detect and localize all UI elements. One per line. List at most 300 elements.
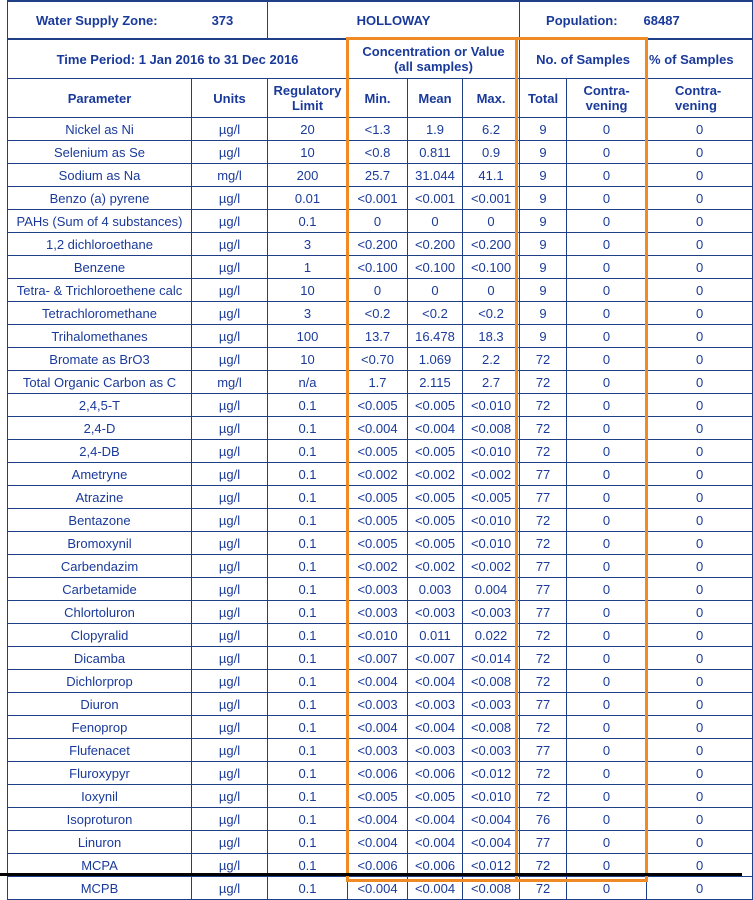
cell-total: 76 (520, 808, 567, 831)
cell-total: 9 (520, 233, 567, 256)
cell-contra: 0 (567, 463, 647, 486)
cell-mean: <0.002 (408, 463, 463, 486)
cell-max: <0.003 (463, 739, 520, 762)
cell-mean: <0.002 (408, 555, 463, 578)
cell-max: <0.012 (463, 762, 520, 785)
cell-min: <0.006 (348, 762, 408, 785)
cell-mean: <0.006 (408, 762, 463, 785)
cell-total: 72 (520, 509, 567, 532)
cell-max: 0 (463, 210, 520, 233)
cell-limit: 0.1 (268, 440, 348, 463)
cell-contra: 0 (567, 348, 647, 371)
cell-max: <0.010 (463, 785, 520, 808)
cell-pct: 0 (647, 256, 753, 279)
cell-units: µg/l (192, 785, 268, 808)
cell-parameter: Bentazone (8, 509, 192, 532)
cell-limit: 0.1 (268, 394, 348, 417)
cell-parameter: Fluroxypyr (8, 762, 192, 785)
cell-limit: 200 (268, 164, 348, 187)
cell-units: mg/l (192, 164, 268, 187)
cell-limit: 0.1 (268, 532, 348, 555)
table-row (8, 141, 753, 164)
zone-name: HOLLOWAY (268, 1, 520, 39)
cell-max: <0.002 (463, 463, 520, 486)
table-row (8, 164, 753, 187)
cell-parameter: Sodium as Na (8, 164, 192, 187)
cell-parameter: MCPB (8, 877, 192, 900)
cell-contra: 0 (567, 302, 647, 325)
cell-max: <0.005 (463, 486, 520, 509)
cell-max: <0.008 (463, 670, 520, 693)
cell-limit: 0.01 (268, 187, 348, 210)
cell-pct: 0 (647, 555, 753, 578)
cell-mean: <0.003 (408, 693, 463, 716)
cell-mean: <0.005 (408, 785, 463, 808)
cell-total: 9 (520, 279, 567, 302)
cell-total: 9 (520, 210, 567, 233)
cell-mean: 16.478 (408, 325, 463, 348)
cell-contra: 0 (567, 785, 647, 808)
cell-pct: 0 (647, 509, 753, 532)
cell-parameter: Linuron (8, 831, 192, 854)
cell-units: µg/l (192, 739, 268, 762)
cell-max: 18.3 (463, 325, 520, 348)
cell-units: µg/l (192, 762, 268, 785)
cell-total: 77 (520, 555, 567, 578)
cell-contra: 0 (567, 417, 647, 440)
cell-parameter: Total Organic Carbon as C (8, 371, 192, 394)
cell-mean: 1.9 (408, 118, 463, 141)
cell-parameter: Bromoxynil (8, 532, 192, 555)
cell-pct: 0 (647, 670, 753, 693)
cell-parameter: Dicamba (8, 647, 192, 670)
cell-max: 6.2 (463, 118, 520, 141)
col-parameter: Parameter (8, 79, 192, 118)
cell-units: µg/l (192, 187, 268, 210)
cell-mean: 2.115 (408, 371, 463, 394)
cell-units: µg/l (192, 808, 268, 831)
table-row (8, 716, 753, 739)
cell-units: µg/l (192, 716, 268, 739)
cell-pct: 0 (647, 233, 753, 256)
cell-units: mg/l (192, 371, 268, 394)
cell-units: µg/l (192, 624, 268, 647)
cell-parameter: 2,4-DB (8, 440, 192, 463)
cell-pct: 0 (647, 716, 753, 739)
cell-units: µg/l (192, 233, 268, 256)
col-contravening: Contra-vening (567, 79, 647, 118)
table-row (8, 417, 753, 440)
population-value: 68487 (643, 12, 680, 28)
cell-limit: 0.1 (268, 877, 348, 900)
cell-units: µg/l (192, 463, 268, 486)
cell-max: <0.008 (463, 877, 520, 900)
cell-min: <0.001 (348, 187, 408, 210)
cell-pct: 0 (647, 325, 753, 348)
cell-min: <0.005 (348, 486, 408, 509)
cell-units: µg/l (192, 141, 268, 164)
cell-total: 77 (520, 463, 567, 486)
cell-total: 9 (520, 302, 567, 325)
cell-contra: 0 (567, 693, 647, 716)
cell-mean: <0.005 (408, 486, 463, 509)
cell-mean: <0.005 (408, 394, 463, 417)
cell-limit: 20 (268, 118, 348, 141)
cell-mean: 0 (408, 279, 463, 302)
table-row (8, 302, 753, 325)
cell-contra: 0 (567, 808, 647, 831)
cell-max: 2.2 (463, 348, 520, 371)
zone-header-row (8, 1, 753, 39)
cell-min: 0 (348, 210, 408, 233)
cell-pct: 0 (647, 785, 753, 808)
percent-title: % of Samples (647, 39, 753, 79)
zone-number: 373 (211, 12, 234, 28)
cell-min: <0.005 (348, 509, 408, 532)
table-row (8, 601, 753, 624)
cell-total: 9 (520, 141, 567, 164)
cell-min: 1.7 (348, 371, 408, 394)
cell-min: <0.005 (348, 785, 408, 808)
cell-mean: <0.004 (408, 831, 463, 854)
cell-pct: 0 (647, 210, 753, 233)
time-period: Time Period: 1 Jan 2016 to 31 Dec 2016 (8, 39, 348, 79)
cell-max: <0.008 (463, 417, 520, 440)
cell-limit: 0.1 (268, 716, 348, 739)
cell-parameter: Carbendazim (8, 555, 192, 578)
cell-limit: 0.1 (268, 578, 348, 601)
cell-units: µg/l (192, 118, 268, 141)
cell-total: 77 (520, 578, 567, 601)
table-row (8, 210, 753, 233)
cell-total: 72 (520, 417, 567, 440)
cell-min: <0.005 (348, 532, 408, 555)
concentration-title: Concentration or Value (all samples) (348, 39, 520, 79)
table-row (8, 348, 753, 371)
table-row (8, 693, 753, 716)
table-row (8, 233, 753, 256)
cell-total: 77 (520, 486, 567, 509)
cell-units: µg/l (192, 555, 268, 578)
cell-mean: <0.2 (408, 302, 463, 325)
cell-mean: <0.005 (408, 440, 463, 463)
col-max: Max. (463, 79, 520, 118)
cell-max: 0 (463, 279, 520, 302)
cell-parameter: PAHs (Sum of 4 substances) (8, 210, 192, 233)
cell-contra: 0 (567, 141, 647, 164)
cell-units: µg/l (192, 578, 268, 601)
cell-parameter: Nickel as Ni (8, 118, 192, 141)
col-regulatory-limit: Regulatory Limit (268, 79, 348, 118)
cell-parameter: Benzo (a) pyrene (8, 187, 192, 210)
bottom-edge-bar (0, 873, 742, 876)
cell-units: µg/l (192, 509, 268, 532)
cell-pct: 0 (647, 808, 753, 831)
cell-parameter: Clopyralid (8, 624, 192, 647)
cell-units: µg/l (192, 601, 268, 624)
cell-total: 72 (520, 624, 567, 647)
cell-contra: 0 (567, 279, 647, 302)
zone-label: Water Supply Zone: (36, 12, 158, 28)
cell-max: <0.002 (463, 555, 520, 578)
cell-parameter: Flufenacet (8, 739, 192, 762)
cell-mean: <0.003 (408, 739, 463, 762)
cell-units: µg/l (192, 210, 268, 233)
cell-contra: 0 (567, 164, 647, 187)
cell-total: 72 (520, 670, 567, 693)
cell-max: 0.9 (463, 141, 520, 164)
table-row (8, 187, 753, 210)
cell-total: 77 (520, 601, 567, 624)
cell-units: µg/l (192, 854, 268, 877)
cell-parameter: Chlortoluron (8, 601, 192, 624)
table-row (8, 578, 753, 601)
cell-pct: 0 (647, 371, 753, 394)
cell-max: <0.010 (463, 440, 520, 463)
cell-min: <0.003 (348, 578, 408, 601)
cell-parameter: Diuron (8, 693, 192, 716)
cell-contra: 0 (567, 440, 647, 463)
cell-min: <0.004 (348, 808, 408, 831)
cell-min: <0.70 (348, 348, 408, 371)
cell-pct: 0 (647, 187, 753, 210)
cell-total: 72 (520, 348, 567, 371)
cell-pct: 0 (647, 486, 753, 509)
water-quality-table (7, 0, 753, 900)
cell-mean: <0.004 (408, 877, 463, 900)
cell-pct: 0 (647, 647, 753, 670)
table-row (8, 279, 753, 302)
cell-contra: 0 (567, 831, 647, 854)
cell-contra: 0 (567, 256, 647, 279)
cell-total: 77 (520, 831, 567, 854)
cell-contra: 0 (567, 532, 647, 555)
cell-total: 9 (520, 325, 567, 348)
col-units: Units (192, 79, 268, 118)
col-pct-contravening: Contra-vening (647, 79, 753, 118)
cell-parameter: Bromate as BrO3 (8, 348, 192, 371)
cell-total: 72 (520, 394, 567, 417)
cell-contra: 0 (567, 233, 647, 256)
cell-parameter: MCPA (8, 854, 192, 877)
cell-mean: 0.811 (408, 141, 463, 164)
col-mean: Mean (408, 79, 463, 118)
cell-pct: 0 (647, 279, 753, 302)
cell-units: µg/l (192, 279, 268, 302)
cell-parameter: Atrazine (8, 486, 192, 509)
cell-min: <0.003 (348, 693, 408, 716)
cell-units: µg/l (192, 302, 268, 325)
cell-contra: 0 (567, 371, 647, 394)
table-row (8, 785, 753, 808)
table-row (8, 371, 753, 394)
cell-limit: 0.1 (268, 831, 348, 854)
cell-mean: <0.003 (408, 601, 463, 624)
cell-mean: <0.100 (408, 256, 463, 279)
cell-limit: 10 (268, 348, 348, 371)
cell-max: <0.004 (463, 831, 520, 854)
cell-total: 72 (520, 785, 567, 808)
population-label: Population: (546, 12, 618, 28)
cell-limit: 0.1 (268, 417, 348, 440)
cell-pct: 0 (647, 854, 753, 877)
cell-limit: 0.1 (268, 486, 348, 509)
table-row (8, 440, 753, 463)
cell-max: 41.1 (463, 164, 520, 187)
column-header-row (8, 79, 753, 118)
cell-pct: 0 (647, 578, 753, 601)
table-row (8, 877, 753, 900)
cell-min: <0.2 (348, 302, 408, 325)
cell-total: 72 (520, 762, 567, 785)
cell-max: <0.010 (463, 509, 520, 532)
cell-units: µg/l (192, 348, 268, 371)
cell-max: <0.2 (463, 302, 520, 325)
cell-limit: n/a (268, 371, 348, 394)
cell-pct: 0 (647, 624, 753, 647)
cell-pct: 0 (647, 118, 753, 141)
cell-total: 72 (520, 854, 567, 877)
cell-pct: 0 (647, 417, 753, 440)
table-row (8, 670, 753, 693)
table-row (8, 532, 753, 555)
cell-pct: 0 (647, 693, 753, 716)
cell-min: <0.006 (348, 854, 408, 877)
cell-limit: 0.1 (268, 785, 348, 808)
cell-max: <0.008 (463, 716, 520, 739)
cell-total: 72 (520, 716, 567, 739)
cell-pct: 0 (647, 739, 753, 762)
table-row (8, 394, 753, 417)
cell-pct: 0 (647, 348, 753, 371)
cell-mean: <0.001 (408, 187, 463, 210)
cell-mean: <0.005 (408, 509, 463, 532)
cell-limit: 0.1 (268, 762, 348, 785)
cell-limit: 0.1 (268, 555, 348, 578)
cell-contra: 0 (567, 578, 647, 601)
cell-min: <0.004 (348, 877, 408, 900)
cell-parameter: Fenoprop (8, 716, 192, 739)
cell-min: <0.004 (348, 670, 408, 693)
cell-mean: 0.003 (408, 578, 463, 601)
cell-parameter: Tetra- & Trichloroethene calc (8, 279, 192, 302)
cell-mean: <0.004 (408, 670, 463, 693)
cell-units: µg/l (192, 486, 268, 509)
cell-min: <0.8 (348, 141, 408, 164)
cell-parameter: Trihalomethanes (8, 325, 192, 348)
table-row (8, 463, 753, 486)
cell-mean: <0.004 (408, 417, 463, 440)
cell-mean: 0 (408, 210, 463, 233)
cell-min: <0.010 (348, 624, 408, 647)
cell-min: <0.004 (348, 716, 408, 739)
cell-parameter: 2,4,5-T (8, 394, 192, 417)
cell-total: 72 (520, 647, 567, 670)
table-row (8, 647, 753, 670)
table-row (8, 325, 753, 348)
cell-mean: <0.006 (408, 854, 463, 877)
cell-max: <0.001 (463, 187, 520, 210)
cell-max: 0.004 (463, 578, 520, 601)
cell-min: <0.003 (348, 601, 408, 624)
cell-parameter: Benzene (8, 256, 192, 279)
cell-min: 25.7 (348, 164, 408, 187)
cell-contra: 0 (567, 486, 647, 509)
cell-mean: <0.200 (408, 233, 463, 256)
cell-total: 72 (520, 371, 567, 394)
cell-pct: 0 (647, 877, 753, 900)
cell-contra: 0 (567, 555, 647, 578)
cell-mean: <0.004 (408, 716, 463, 739)
cell-mean: 1.069 (408, 348, 463, 371)
cell-units: µg/l (192, 831, 268, 854)
cell-max: <0.014 (463, 647, 520, 670)
cell-contra: 0 (567, 509, 647, 532)
cell-min: 13.7 (348, 325, 408, 348)
cell-parameter: Selenium as Se (8, 141, 192, 164)
table-row (8, 118, 753, 141)
cell-limit: 0.1 (268, 210, 348, 233)
cell-units: µg/l (192, 877, 268, 900)
cell-units: µg/l (192, 256, 268, 279)
col-total: Total (520, 79, 567, 118)
cell-max: <0.010 (463, 532, 520, 555)
cell-limit: 10 (268, 279, 348, 302)
cell-min: <0.100 (348, 256, 408, 279)
table-row (8, 509, 753, 532)
cell-contra: 0 (567, 394, 647, 417)
cell-contra: 0 (567, 325, 647, 348)
water-quality-sheet (7, 0, 742, 896)
cell-contra: 0 (567, 739, 647, 762)
cell-parameter: Ametryne (8, 463, 192, 486)
cell-units: µg/l (192, 394, 268, 417)
cell-total: 9 (520, 187, 567, 210)
cell-total: 72 (520, 877, 567, 900)
cell-max: <0.012 (463, 854, 520, 877)
cell-mean: 0.011 (408, 624, 463, 647)
cell-units: µg/l (192, 417, 268, 440)
cell-contra: 0 (567, 647, 647, 670)
cell-pct: 0 (647, 532, 753, 555)
cell-max: <0.004 (463, 808, 520, 831)
cell-limit: 0.1 (268, 693, 348, 716)
cell-min: <0.004 (348, 417, 408, 440)
col-min: Min. (348, 79, 408, 118)
cell-mean: 31.044 (408, 164, 463, 187)
cell-contra: 0 (567, 854, 647, 877)
cell-min: <0.007 (348, 647, 408, 670)
cell-pct: 0 (647, 302, 753, 325)
cell-parameter: Ioxynil (8, 785, 192, 808)
cell-min: <1.3 (348, 118, 408, 141)
zone-cell (8, 1, 268, 39)
cell-limit: 100 (268, 325, 348, 348)
table-row (8, 831, 753, 854)
cell-contra: 0 (567, 187, 647, 210)
table-row (8, 256, 753, 279)
cell-pct: 0 (647, 463, 753, 486)
cell-limit: 10 (268, 141, 348, 164)
cell-parameter: Dichlorprop (8, 670, 192, 693)
cell-units: µg/l (192, 693, 268, 716)
cell-contra: 0 (567, 670, 647, 693)
cell-mean: <0.005 (408, 532, 463, 555)
cell-pct: 0 (647, 141, 753, 164)
cell-pct: 0 (647, 762, 753, 785)
cell-limit: 3 (268, 233, 348, 256)
table-row (8, 762, 753, 785)
